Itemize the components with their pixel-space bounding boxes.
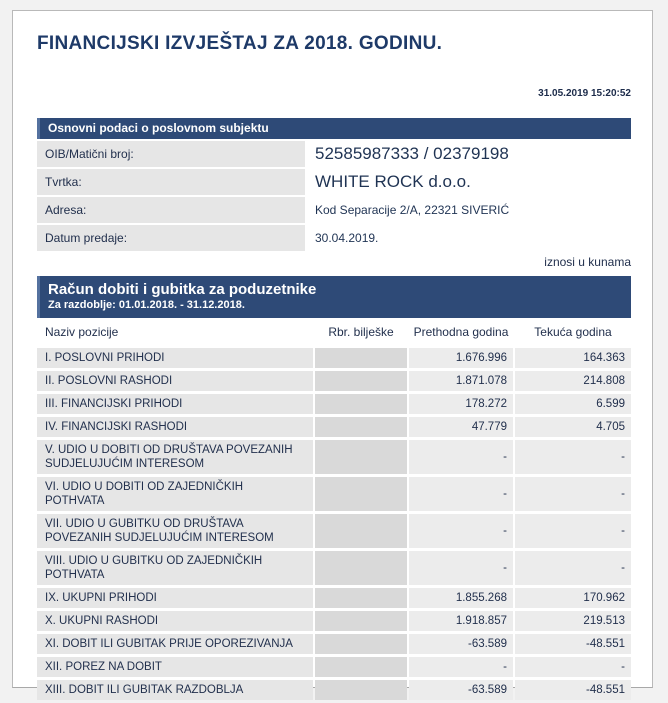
cell-current: 6.599: [515, 394, 631, 414]
cell-previous: -: [409, 440, 513, 474]
info-row-adresa: [37, 197, 631, 223]
cell-previous: 47.779: [409, 417, 513, 437]
column-header-previous: Prethodna godina: [413, 325, 509, 339]
cell-name: II. POSLOVNI RASHODI: [37, 371, 313, 391]
info-label: Tvrtka:: [37, 169, 305, 195]
table-row: [37, 477, 631, 511]
info-value: 52585987333 / 02379198: [315, 144, 509, 163]
cell-current: -48.551: [515, 634, 631, 654]
column-header-note: Rbr. bilješke: [328, 325, 394, 339]
section-header-basic-info: Osnovni podaci o poslovnom subjektu: [37, 118, 631, 139]
cell-current: 219.513: [515, 611, 631, 631]
cell-note: [315, 680, 407, 700]
info-label: Datum predaje:: [37, 225, 305, 251]
report-timestamp: 31.05.2019 15:20:52: [538, 88, 631, 99]
table-row: [37, 514, 631, 548]
cell-current: -: [515, 657, 631, 677]
cell-previous: -: [409, 477, 513, 511]
cell-name: X. UKUPNI RASHODI: [37, 611, 313, 631]
info-label: OIB/Matični broj:: [37, 141, 305, 167]
column-header-name: Naziv pozicije: [45, 325, 119, 339]
cell-previous: -63.589: [409, 634, 513, 654]
table-row: [37, 611, 631, 631]
table-row: [37, 417, 631, 437]
cell-note: [315, 657, 407, 677]
cell-name: IV. FINANCIJSKI RASHODI: [37, 417, 313, 437]
cell-note: [315, 611, 407, 631]
cell-name: XIII. DOBIT ILI GUBITAK RAZDOBLJA: [37, 680, 313, 700]
table-row: [37, 634, 631, 654]
cell-note: [315, 551, 407, 585]
cell-note: [315, 371, 407, 391]
table-row: [37, 440, 631, 474]
report-card: [12, 10, 653, 696]
cell-note: [315, 514, 407, 548]
info-value: WHITE ROCK d.o.o.: [315, 172, 471, 191]
cell-note: [315, 394, 407, 414]
table-row: [37, 348, 631, 368]
cell-previous: -: [409, 514, 513, 548]
page-title: FINANCIJSKI IZVJEŠTAJ ZA 2018. GODINU.: [37, 33, 443, 54]
table-row: [37, 551, 631, 585]
cell-note: [315, 348, 407, 368]
cell-name: IX. UKUPNI PRIHODI: [37, 588, 313, 608]
cell-previous: 1.855.268: [409, 588, 513, 608]
cell-current: -: [515, 514, 631, 548]
table-row: [37, 680, 631, 700]
cell-note: [315, 588, 407, 608]
cell-current: 170.962: [515, 588, 631, 608]
cell-current: 164.363: [515, 348, 631, 368]
column-header-current: Tekuća godina: [534, 325, 612, 339]
cell-name: I. POSLOVNI PRIHODI: [37, 348, 313, 368]
income-statement-subtitle: Za razdoblje: 01.01.2018. - 31.12.2018.: [48, 299, 245, 311]
table-row: [37, 394, 631, 414]
cell-current: -: [515, 477, 631, 511]
table-row: [37, 588, 631, 608]
cell-note: [315, 417, 407, 437]
cell-current: 4.705: [515, 417, 631, 437]
cell-name: VI. UDIO U DOBITI OD ZAJEDNIČKIH POTHVATA: [37, 477, 313, 511]
table-row: [37, 657, 631, 677]
cell-name: XI. DOBIT ILI GUBITAK PRIJE OPOREZIVANJA: [37, 634, 313, 654]
info-value: Kod Separacije 2/A, 22321 SIVERIĆ: [315, 203, 510, 217]
cell-previous: 1.871.078: [409, 371, 513, 391]
cell-name: VII. UDIO U GUBITKU OD DRUŠTAVA POVEZANIH SUDJELUJUĆIM INTERESOM: [37, 514, 313, 548]
cell-previous: 1.676.996: [409, 348, 513, 368]
cell-previous: 178.272: [409, 394, 513, 414]
cell-previous: 1.918.857: [409, 611, 513, 631]
section-header-income-statement: [37, 276, 631, 318]
info-row-tvrtka: [37, 169, 631, 195]
cell-name: V. UDIO U DOBITI OD DRUŠTAVA POVEZANIH SUDJELUJUĆIM INTERESOM: [37, 440, 313, 474]
table-header-row: [37, 321, 631, 345]
cell-name: XII. POREZ NA DOBIT: [37, 657, 313, 677]
cell-previous: -: [409, 657, 513, 677]
income-statement-title: Račun dobiti i gubitka za poduzetnike: [48, 281, 317, 298]
cell-current: -48.551: [515, 680, 631, 700]
currency-note: iznosi u kunama: [544, 255, 631, 269]
income-statement-table: [35, 318, 633, 703]
cell-current: -: [515, 440, 631, 474]
info-label: Adresa:: [37, 197, 305, 223]
cell-name: VIII. UDIO U GUBITKU OD ZAJEDNIČKIH POTHVATA: [37, 551, 313, 585]
cell-current: -: [515, 551, 631, 585]
cell-note: [315, 477, 407, 511]
info-row-oib: [37, 141, 631, 167]
table-row: [37, 371, 631, 391]
info-row-datum: [37, 225, 631, 251]
cell-note: [315, 440, 407, 474]
cell-previous: -63.589: [409, 680, 513, 700]
cell-current: 214.808: [515, 371, 631, 391]
basic-info-table: [35, 139, 633, 253]
cell-previous: -: [409, 551, 513, 585]
cell-note: [315, 634, 407, 654]
info-value: 30.04.2019.: [315, 231, 379, 245]
cell-name: III. FINANCIJSKI PRIHODI: [37, 394, 313, 414]
